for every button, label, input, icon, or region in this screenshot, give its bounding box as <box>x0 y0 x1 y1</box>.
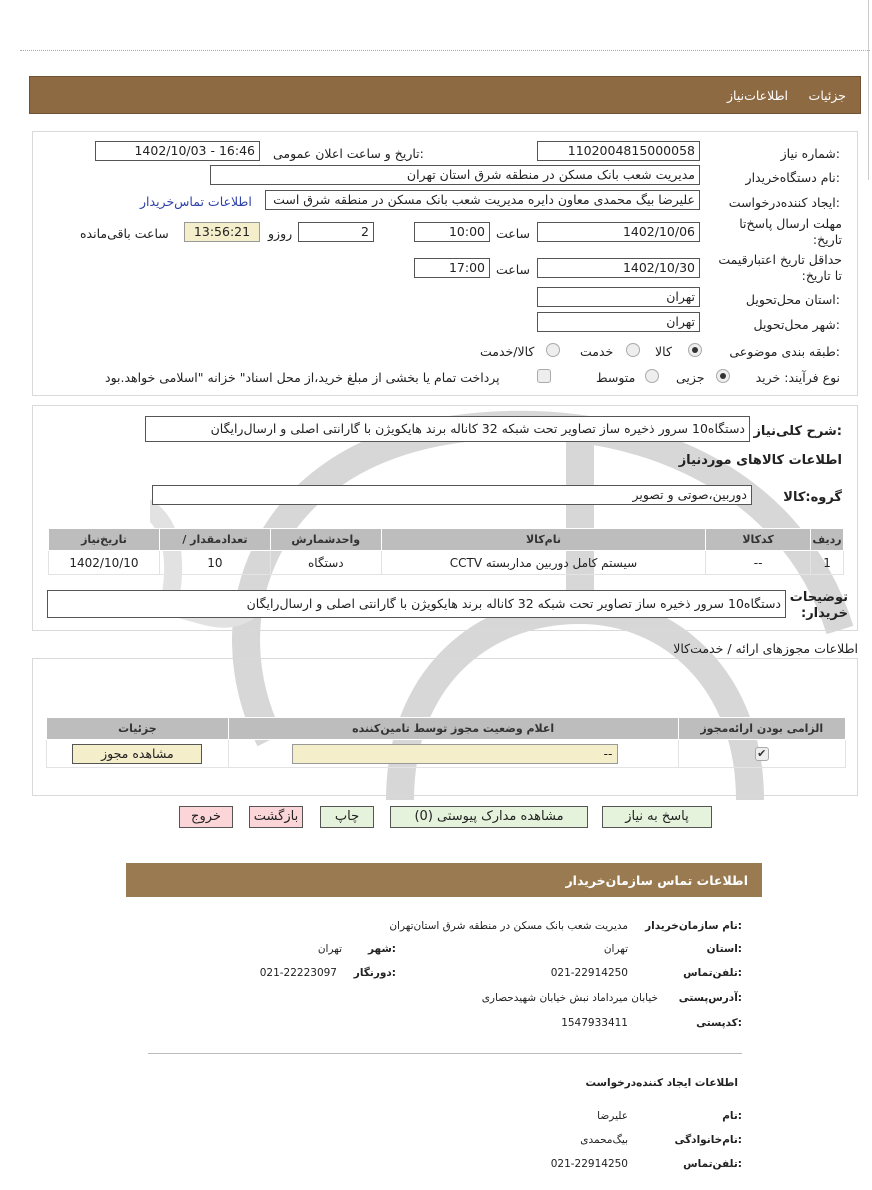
city-field: تهران <box>537 312 700 332</box>
validity-time-field: 17:00 <box>414 258 490 278</box>
general-desc-label: شرح کلی‌نیاز: <box>753 424 842 439</box>
payment-treasury-label: پرداخت تمام یا بخشی از مبلغ خرید،از محل اسناد" خزانه "اسلامی خواهد.بود <box>105 370 500 385</box>
contact-fax-label: دورنگار: <box>353 967 396 979</box>
contact-postal-value: 1547933411 <box>561 1017 628 1029</box>
creator-family-value: بیگ‌محمدی <box>580 1134 628 1146</box>
buyer-notes-label: توضیحات خریدار: <box>789 590 848 621</box>
process-partial-label: جزیی <box>676 370 705 385</box>
creator-name-label: نام: <box>722 1110 742 1122</box>
buyer-label: نام دستگاه‌خریدار: <box>745 170 840 185</box>
reply-hour-label: ساعت <box>496 226 531 241</box>
cell-permit-details <box>47 740 229 768</box>
category-service-label: خدمت <box>580 344 614 359</box>
announce-label: تاریخ و ساعت اعلان عمومی: <box>273 146 424 161</box>
category-goods-label: کالا <box>655 344 672 359</box>
table-row <box>49 551 844 575</box>
contact-province-value: تهران <box>603 943 628 955</box>
cell-permit-required <box>678 740 845 768</box>
col-code: کدکالا <box>706 529 811 551</box>
tab-details[interactable]: جزئیات <box>808 88 846 103</box>
reply-time-field: 10:00 <box>414 222 490 242</box>
right-border-line <box>868 0 869 180</box>
contact-title: اطلاعات تماس سازمان‌خریدار <box>565 873 748 888</box>
contact-divider <box>148 1053 742 1054</box>
reply-button[interactable]: پاسخ به نیاز <box>602 806 712 828</box>
process-medium-radio[interactable] <box>645 369 659 383</box>
cell-code: -- <box>706 551 811 575</box>
contact-phone-label: تلفن‌تماس: <box>683 967 742 979</box>
creator-name-value: علیرضا <box>597 1110 628 1122</box>
view-permit-button[interactable]: مشاهده مجوز <box>72 744 202 764</box>
process-label: نوع فرآیند: خرید <box>755 370 840 385</box>
process-medium-label: متوسط <box>596 370 636 385</box>
col-name: نام‌کالا <box>381 529 705 551</box>
creator-section-title: اطلاعات ایجاد کننده‌درخواست <box>585 1077 738 1089</box>
permits-table <box>46 717 846 768</box>
cell-date: 1402/10/10 <box>49 551 160 575</box>
exit-button[interactable]: خروج <box>179 806 233 828</box>
reply-date-field: 1402/10/06 <box>537 222 700 242</box>
days-label: روزو <box>268 226 293 241</box>
category-service-radio[interactable] <box>626 343 640 357</box>
top-divider <box>20 50 870 51</box>
payment-treasury-checkbox[interactable] <box>537 369 551 383</box>
need-number-label: شماره نیاز: <box>780 146 840 161</box>
city-label: شهر محل‌تحویل: <box>753 317 840 332</box>
province-field: تهران <box>537 287 700 307</box>
col-date: تاریخ‌نیاز <box>49 529 160 551</box>
category-label: طبقه بندی موضوعی: <box>729 344 840 359</box>
contact-city-label: شهر: <box>368 943 396 955</box>
permits-table-header <box>47 718 846 740</box>
contact-city-value: تهران <box>317 943 342 955</box>
remaining-label: ساعت باقی‌مانده <box>80 226 169 241</box>
permit-required-checkbox[interactable]: ✔ <box>755 747 769 761</box>
validity-label: حداقل تاریخ اعتبار‌قیمت تا تاریخ: <box>718 252 842 283</box>
permits-title: اطلاعات مجوزهای ارائه / خدمت‌کالا <box>673 641 858 656</box>
contact-address-label: آدرس‌پستی: <box>678 992 742 1004</box>
col-unit: واحدشمارش <box>270 529 381 551</box>
col-permit-required: الزامی بودن ارائه‌مجوز <box>678 718 845 740</box>
category-both-radio[interactable] <box>546 343 560 357</box>
reply-deadline-label: مهلت ارسال پاسخ‌تا تاریخ: <box>739 216 842 247</box>
buyer-field: مدیریت شعب بانک مسکن در منطقه شرق استان تهران <box>210 165 700 185</box>
buyer-notes-field: دستگاه10 سرور ذخیره ساز تصاویر تحت شبکه 32 کاناله برند هایکویژن با گارانتی اصلی و ارسال‌رایگان <box>47 590 786 618</box>
creator-family-label: نام‌خانوادگی: <box>674 1134 742 1146</box>
print-button[interactable]: چاپ <box>320 806 374 828</box>
days-field: 2 <box>298 222 374 242</box>
permit-status-field: -- <box>292 744 618 764</box>
group-field: دوربین،صوتی و تصویر <box>152 485 752 505</box>
cell-name: سیستم کامل دوربین مداربسته CCTV <box>381 551 705 575</box>
tab-need-info[interactable]: اطلاعات‌نیاز <box>726 88 788 103</box>
org-value: مدیریت شعب بانک مسکن در منطقه شرق استان‌تهران <box>389 920 628 932</box>
announce-field: 1402/10/03 - 16:46 <box>95 141 260 161</box>
cell-row: 1 <box>811 551 844 575</box>
back-button[interactable]: بازگشت <box>249 806 303 828</box>
creator-field: علیرضا بیگ محمدی معاون دایره مدیریت شعب بانک مسکن در منطقه شرق است <box>265 190 700 210</box>
cell-quantity: 10 <box>159 551 270 575</box>
province-label: استان محل‌تحویل: <box>745 292 840 307</box>
category-goods-radio[interactable] <box>688 343 702 357</box>
need-number-field: 1102004815000058 <box>537 141 700 161</box>
col-quantity: تعداد‌مقدار / <box>159 529 270 551</box>
contact-province-label: استان: <box>706 943 742 955</box>
creator-phone-label: تلفن‌تماس: <box>683 1158 742 1170</box>
page-header <box>29 76 861 114</box>
col-permit-details: جزئیات <box>47 718 229 740</box>
contact-fax-value: 021-22223097 <box>259 967 337 979</box>
org-label: نام سازمان‌خریدار: <box>645 920 742 932</box>
remaining-timer: 13:56:21 <box>184 222 260 242</box>
contact-phone-value: 021-22914250 <box>550 967 628 979</box>
col-permit-status: اعلام وضعیت مجوز توسط تامین‌کننده <box>228 718 678 740</box>
contact-postal-label: کد‌پستی: <box>696 1017 742 1029</box>
cell-permit-status <box>228 740 678 768</box>
validity-hour-label: ساعت <box>496 262 531 277</box>
goods-section-title: اطلاعات کالاهای موردنیاز <box>678 453 842 468</box>
validity-date-field: 1402/10/30 <box>537 258 700 278</box>
general-desc-field: دستگاه10 سرور ذخیره ساز تصاویر تحت شبکه 32 کاناله برند هایکویژن با گارانتی اصلی و ارسال‌رایگان <box>145 416 750 442</box>
group-label: گروه:کالا <box>783 490 842 505</box>
goods-table-header <box>49 529 844 551</box>
process-partial-radio[interactable] <box>716 369 730 383</box>
goods-table <box>48 528 844 575</box>
contact-header <box>126 863 762 897</box>
cell-unit: دستگاه <box>270 551 381 575</box>
col-row: ردیف <box>811 529 844 551</box>
category-both-label: کالا/خدمت <box>480 344 535 359</box>
creator-phone-value: 021-22914250 <box>550 1158 628 1170</box>
table-row <box>47 740 846 768</box>
buyer-contact-link[interactable]: اطلاعات تماس‌خریدار <box>140 194 252 209</box>
creator-label: ایجاد کننده‌درخواست: <box>728 195 840 210</box>
attachments-button[interactable]: مشاهده مدارک پیوستی (0) <box>390 806 588 828</box>
contact-address-value: خیابان میرداماد نبش خیابان شهیدحصاری <box>481 992 658 1004</box>
